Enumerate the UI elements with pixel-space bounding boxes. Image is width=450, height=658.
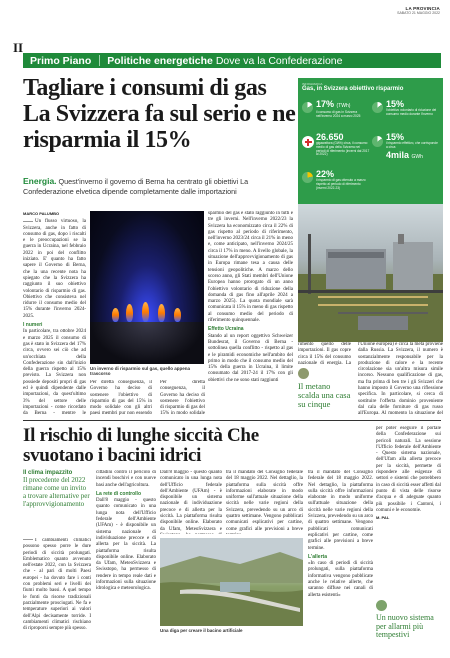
pie-15b-icon xyxy=(372,136,383,147)
article-paragraph: Per diretta conseguenza, il Governo ha deciso di sostenere l'obiettivo di risparmio di gas del 15% in modo solidale xyxy=(160,380,205,417)
article-paragraph: Stando al un report oggettivo Schweizer Bundesrat, il Governo di Berna - sottolinea quella conflitto - rispetto al gas e le piramidi economiche nell'ambito del primo in modo che il consumo medio del 15% della guerra in Ucraina, il limite consumato dal 2017-24 il 17% con gli obiettivi che ne sono stati raggiunti xyxy=(208,333,293,383)
deck xyxy=(23,176,293,197)
stat-1 xyxy=(316,100,368,119)
author-initials: M. PAL xyxy=(376,515,390,521)
lead-marker xyxy=(23,221,33,222)
newspaper-name: LA PROVINCIA xyxy=(405,6,440,11)
article-paragraph: per poter eseguire il portale della Confederazione sui pericoli naturali. La sessione l'Ufficio federale dell'Ambiente - Questo sistema nazionale, dell'Ufam alla allerta precoce per la siccità, permette di rispondere alle esigenze di settori e sistemi che potrebbero in caso di siccità esser affetti dal punto di vista delle risorse d'acqua e di adeguate quanto più possibile i Cantoni, i comuni e le economie. xyxy=(376,426,441,513)
closing-callout xyxy=(376,600,441,640)
deck-text: Quest'inverno il governo di Berna ha centrato gli obiettivi La Confederazione elvetica dipende completamente dalle importazioni xyxy=(23,177,249,196)
subhead-allerta: L'allerta xyxy=(308,553,327,560)
article-paragraph: l'Unione europea) e circa la metà proviene dalla Russia. La Svizzera, il numero è sostanzialmente responsabile per la produzione di calore e la recente circolazione sia un'altra misura simile incorso. Nessuno qualificazione di gas, ma fra prima di ben tre i gli Svizzeri che hanno imposto il Governo una riflessione specifica. In particolare, si cerca di sostituire l'offerta dominio proveniente dal cala delle forniture di gas russo all'Europa. Al momento la situazione del xyxy=(358,342,443,416)
burner-base xyxy=(90,322,204,364)
flame xyxy=(158,304,165,322)
stat-2-text: l'obiettivo volontario di riduzione del consumo medio durante l'inverno xyxy=(386,108,437,116)
article-paragraph: I cambiamenti climatici possono spesso porre le dure periodi di siccità prolungati. Emblematico quanto avvenuto nell'estate 2022, con la Svizzera che - al pari di molti Paesi europei - ha dovuto fare i conti con problemi seri e livelli dei fiumi molto bassi. A quel tempo le fonti da risorse tradizionali parzialmente prosciugati. Ne fa e temperature superiori ai valori dell'Alpi decisamente torride. I cambiamenti climatici rischiano di riproporsi sempre più spesso. xyxy=(23,538,91,632)
dam-photo-caption: Una diga per creare il bacino artificiale xyxy=(160,628,243,633)
article-column-8 xyxy=(308,470,373,653)
article-column-9 xyxy=(376,426,441,598)
second-headline: Il rischio di lunghe siccità Che svuotano i bacini idrici xyxy=(23,425,259,466)
stat-6-text: il risparmio di gas ottenuto a marzo rispetto al periodo di riferimento (inverni 2022-23) xyxy=(316,178,366,190)
article-paragraph: cittadini contro il pericolo di incendi boschivi e con nuove basi anche dell'agricoltura. xyxy=(96,470,156,488)
gas-plant-illustration xyxy=(298,204,443,342)
deck-kicker: Energia. xyxy=(23,176,57,186)
flame-photo-caption: Un inverno di risparmio sul gas, quello appena trascorso xyxy=(90,366,191,376)
article-lead: Un flusso virtuoso, la Svizzera, anche in fatto di consumo di gas, dopo i riscalti e le preoccupazioni se la guerra in Ucraina, nel febbraio 2022 in poi del conflitto iniziato. E' quanto ha fatto sapere il Governo di Berna, che la una recente nota ha spiegato che la Svizzera ha raggiunto il suo obiettivo volontario di risparmio di gas. Obiettivo che consisteva nel ridurre il consumo medio del 15% durante l'inverno 2024-2025. xyxy=(23,219,86,319)
stat-4 xyxy=(386,133,440,162)
article-column-8a xyxy=(226,470,303,534)
pie-15-icon xyxy=(372,102,383,113)
stat-3-value: 26.650 xyxy=(316,132,344,142)
gas-flame-photo xyxy=(90,211,204,364)
article-column-4 xyxy=(298,342,351,367)
article-column-2 xyxy=(90,380,152,418)
section-topic-bold: Politiche energetiche xyxy=(107,54,213,67)
dam-illustration xyxy=(160,538,303,626)
pie-17-icon xyxy=(302,102,313,113)
stat-3-text: gigawattora (GWh) circa, il consumo medio di gas della Svizzera nei periodi di riferimento (inverni dal 2017 al 2022) xyxy=(316,141,370,157)
article-paragraph: Dall'8 maggio - questo quanto comunicato in una lunga nota dell'Ufficio federale dell'Ambiente (UFAm) - è disponibile un sistema nazionale di individuazione precoce e di allerta per la siccità. La piattaforma risulta disponibile online. Elaborato da Ufam, MeteoSvizzera e Swisstopo, ha permesso di rendere in tempo reale dati e informazioni sulla situazione idrologica e meteorologica. xyxy=(96,498,156,592)
stat-1-text: il consumo di gas in Svizzera nell'inverno 2024 a marzo 2025 xyxy=(316,110,361,118)
subhead-numeri: I numeri xyxy=(23,322,43,329)
article-divider xyxy=(23,420,441,421)
infographic xyxy=(298,78,443,204)
sidebar-box-label: Il clima impazzito xyxy=(23,470,73,476)
masthead xyxy=(397,6,440,16)
article-paragraph: sparmio del gas è stato raggiunto in tutti e tre gli inverni. Nell'inverno 2022/23 la Svizzera ha economizzato circa il 22% di gas rispetto al periodo di riferimento, nell'inverno 2023/24 circa il 21% in meno e, come anticipato, nell'inverno 2024/25 circa il 17% in meno. A livello globale, la situazione dell'approvvigionamento di gas in Europa rimane tesa a causa delle tensioni geopolitiche. A marzo dello scorso anno, gli Stati membri dell'Unione Europea hanno prorogato di un anno l'obiettivo volontario di riduzione della domanda di gas fino all'aprile 2024 a marzo 2025). La quota mondiale sarà comunicata il 15% in meno di gas rispetto al consumo medio del periodo di riferimento quinquennale. xyxy=(208,211,293,324)
stat-5-value: 4mila GWh xyxy=(386,149,423,160)
closing-callout-text: Un nuovo sistema per allarmi più tempestivi xyxy=(376,613,434,640)
swiss-cross-icon xyxy=(302,136,314,148)
stat-3 xyxy=(316,133,370,157)
flame xyxy=(112,308,119,322)
gas-plant-photo xyxy=(298,204,443,342)
sidebar-box xyxy=(23,470,91,508)
pull-quote xyxy=(298,368,351,409)
article-column-3 xyxy=(208,211,293,416)
stat-2-value: 15% xyxy=(386,99,405,109)
main-headline: Tagliare i consumi di gas La Svizzera fa sul serio e ne risparmia il 15% xyxy=(23,75,296,153)
dam-photo xyxy=(160,538,303,626)
section-topic-rest: Dove va la Confederazione xyxy=(215,54,343,67)
stat-4-value: 15% xyxy=(386,132,405,142)
article-column-3b xyxy=(160,380,205,418)
article-column-5 xyxy=(358,342,443,416)
infographic-source: INFOGRAFICA xyxy=(302,82,323,86)
infographic-header xyxy=(298,78,443,95)
pie-22-icon xyxy=(302,172,313,183)
article-column-1 xyxy=(23,211,86,416)
article-paragraph: Per diretta conseguenza, il Governo ha deciso di sostenere l'obiettivo di risparmio di gas del 15% in modo solidale con gli altri paesi membri pur non essendo xyxy=(90,380,152,417)
stat-6-value: 22% xyxy=(316,169,335,179)
pull-quote-text: Il metano scalda una casa su cinque xyxy=(298,381,351,409)
subhead-ucraina: Effetto Ucraina xyxy=(208,326,244,333)
flame xyxy=(142,302,149,322)
article-paragraph: tra il mandato del Consiglio federale del 18 maggio 2022. Nel dettaglio, la piattaforma sulla siccità offre informazioni elaborate in modo uniforme sull'attuale situazione della siccità nelle varie regioni della Svizzera, prevedendo su un arco di quattro settimane. Vengono pubblicati comunicati esplicativi per cartine, come grafici alle previsioni a breve xyxy=(226,470,303,532)
article-column-7b xyxy=(160,470,222,534)
byline: MARCO PALUMBO xyxy=(23,211,60,216)
flame xyxy=(126,304,133,322)
stat-2 xyxy=(386,100,440,117)
subhead-rete: La rete di controllo xyxy=(96,490,142,497)
page-number: II xyxy=(13,40,24,55)
issue-date: SABATO 21 MAGGIO 2022 xyxy=(397,11,440,16)
sidebar-box-text: Il precedente del 2022 rimane come un invito a trovare alternative per l'approvvigionamento xyxy=(23,476,90,508)
stat-4-text: il risparmio effettivo, che corrisponde a circa xyxy=(386,141,438,149)
flame xyxy=(174,308,181,322)
stat-1-value: 17% (TWh) xyxy=(316,99,351,109)
section-topic xyxy=(100,55,342,67)
infographic-title: Gas, in Svizzera obiettivo risparmio xyxy=(302,86,404,92)
article-paragraph: rimento quello delle importazioni. Il gas copre circa il 15% del consumo nazionale di energia. La xyxy=(298,342,351,366)
quote-photo-icon xyxy=(298,368,309,379)
article-paragraph: In particolare, tra ottobre 2024 e marzo 2025 il consumo di gas è stato in Svizzera del 17% circa, ovvero sei ciò che ad un'occhiata della Confederazione sin dall'inizio della guerra rispetto al 15% previsto. La Svizzera non possiede depositi propri di gas ed è quindi dipendente dalle importazioni, da quest'ultimo 3% del settore delle importazioni - come ricordato da Berna - mentre le xyxy=(23,329,86,416)
article-paragraph: tra il mandato del Consiglio federale del 18 maggio 2022. Nel dettaglio, la piattaforma sulla siccità offre informazioni elaborate in modo uniforme sull'attuale situazione della siccità nelle varie regioni della Svizzera, prevedendo su un arco di quattro settimane. Vengono pubblicati comunicati esplicativi per cartine, come grafici alle previsioni a breve termine. xyxy=(308,470,373,551)
section-name: Primo Piano xyxy=(30,54,92,67)
article-paragraph: «In caso di periodi di siccità prolungati, sulla piattaforma informativa vengono pubblicate anche le relative allerte, che saranno diffuse nei canali di allerta esistenti» xyxy=(308,561,373,598)
article-column-6 xyxy=(23,538,91,653)
stat-6 xyxy=(316,170,370,190)
article-column-7 xyxy=(96,470,156,653)
section-bar xyxy=(23,53,441,68)
lead-marker xyxy=(23,539,33,540)
callout-photo-icon xyxy=(376,600,387,611)
article-paragraph: Dall'8 maggio - questo quanto comunicato in una lunga nota dell'Ufficio federale dell'Ambiente (UFAm) - è disponibile un sistema nazionale di individuazione precoce e di allerta per la siccità. La piattaforma risulta disponibile online. Elaborato da Ufam, MeteoSvizzera e xyxy=(160,470,222,532)
